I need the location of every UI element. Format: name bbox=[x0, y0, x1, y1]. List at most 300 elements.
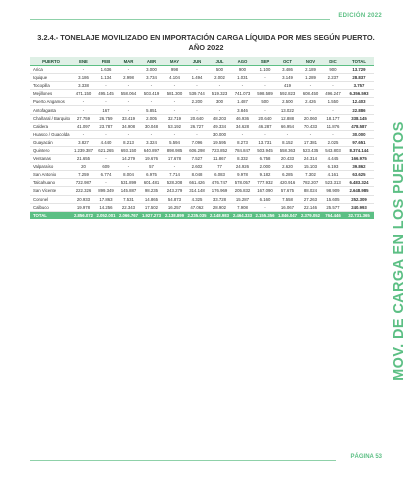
table-cell: 8.004 bbox=[117, 171, 140, 179]
table-cell: 17.863 bbox=[95, 195, 117, 203]
table-cell: - bbox=[117, 106, 140, 114]
table-cell: 606.298 bbox=[186, 146, 208, 154]
table-cell: 2.025 bbox=[322, 138, 344, 146]
table-cell: 30.048 bbox=[140, 122, 163, 130]
table-cell: 1.031 bbox=[231, 74, 254, 82]
table-cell: 8.374.144 bbox=[344, 146, 374, 154]
table-cell: 5.594 bbox=[163, 138, 186, 146]
table-cell: 503.419 bbox=[140, 90, 163, 98]
table-cell: 899.349 bbox=[95, 187, 117, 195]
table-cell: 16.257 bbox=[163, 203, 186, 211]
table-row bbox=[30, 155, 374, 163]
table-cell: 3.827 bbox=[72, 138, 95, 146]
column-header-oct: OCT bbox=[276, 57, 299, 66]
table-cell: 2.620 bbox=[276, 163, 299, 171]
table-cell: 17.502 bbox=[140, 203, 163, 211]
table-cell: 14.256 bbox=[95, 203, 117, 211]
table-cell: 7.302 bbox=[299, 171, 322, 179]
table-cell: 14.865 bbox=[140, 195, 163, 203]
table-cell: 1.487 bbox=[231, 98, 254, 106]
table-cell: 640.897 bbox=[140, 146, 163, 154]
table-cell: 252.309 bbox=[344, 195, 374, 203]
table-cell: - bbox=[95, 155, 117, 163]
table-cell: - bbox=[117, 66, 140, 74]
column-header-may: MAY bbox=[163, 57, 186, 66]
table-row bbox=[30, 195, 374, 203]
table-cell: 4.161 bbox=[322, 171, 344, 179]
table-row bbox=[30, 114, 374, 122]
table-cell: 7.908 bbox=[231, 203, 254, 211]
table-cell: 54.873 bbox=[163, 195, 186, 203]
table-row bbox=[30, 203, 374, 211]
table-cell: 23.787 bbox=[95, 122, 117, 130]
table-cell: 13.022 bbox=[276, 106, 299, 114]
table-cell: 314.148 bbox=[186, 187, 208, 195]
table-cell: 49.334 bbox=[208, 122, 231, 130]
table-cell: - bbox=[208, 82, 231, 90]
column-header-mar: MAR bbox=[117, 57, 140, 66]
total-cell: 764.446 bbox=[322, 211, 344, 219]
table-cell: - bbox=[72, 98, 95, 106]
table-cell: 8.152 bbox=[276, 138, 299, 146]
table-cell: 53.192 bbox=[163, 122, 186, 130]
table-cell: 1.636 bbox=[95, 66, 117, 74]
table-cell: 1.494 bbox=[186, 74, 208, 82]
table-cell: 26.759 bbox=[95, 114, 117, 122]
port-name-cell: Ventanas bbox=[30, 155, 72, 163]
table-cell: 19.595 bbox=[208, 138, 231, 146]
table-cell: - bbox=[163, 130, 186, 138]
table-cell: 2.002 bbox=[208, 74, 231, 82]
table-cell: 24.926 bbox=[231, 163, 254, 171]
table-cell: 8.332 bbox=[231, 155, 254, 163]
total-cell: 2.856.072 bbox=[73, 212, 94, 218]
port-name-cell: Coronel bbox=[30, 195, 72, 203]
table-cell: 2.189 bbox=[299, 66, 322, 74]
table-cell: - bbox=[254, 82, 276, 90]
table-cell: - bbox=[117, 82, 140, 90]
table-cell: 48.203 bbox=[208, 114, 231, 122]
table-cell: 6.083 bbox=[208, 171, 231, 179]
table-cell: 39.862 bbox=[344, 163, 374, 171]
table-cell: 11.876 bbox=[322, 122, 344, 130]
table-cell: - bbox=[299, 82, 322, 90]
table-cell: 33.728 bbox=[208, 195, 231, 203]
table-row bbox=[30, 90, 374, 98]
table-cell: 3.846 bbox=[231, 106, 254, 114]
table-cell: 2.000 bbox=[254, 163, 276, 171]
table-cell: 57 bbox=[140, 163, 163, 171]
table-cell: 20.433 bbox=[276, 155, 299, 163]
port-name-cell: Guayacán bbox=[30, 138, 72, 146]
table-cell: 167.090 bbox=[254, 187, 276, 195]
table-cell: 176.969 bbox=[208, 187, 231, 195]
table-cell: 70.433 bbox=[299, 122, 322, 130]
table-cell: 63.625 bbox=[344, 171, 374, 179]
total-cell: 2.379.052 bbox=[300, 212, 321, 218]
column-header-jul: JUL bbox=[208, 57, 231, 66]
table-cell: 531.899 bbox=[117, 179, 140, 187]
table-cell: - bbox=[163, 163, 186, 171]
table-cell: 28.837 bbox=[344, 74, 374, 82]
table-cell: - bbox=[140, 98, 163, 106]
table-cell: 167 bbox=[95, 106, 117, 114]
table-cell: - bbox=[254, 106, 276, 114]
table-cell: 6.758 bbox=[254, 155, 276, 163]
table-cell: 20.060 bbox=[299, 114, 322, 122]
table-cell: 77 bbox=[208, 163, 231, 171]
table-cell: 41.097 bbox=[72, 122, 95, 130]
table-cell: 528.208 bbox=[163, 179, 186, 187]
table-cell: 28.902 bbox=[208, 203, 231, 211]
port-name-cell: Chañaral / Barquito bbox=[30, 114, 72, 122]
table-cell: - bbox=[140, 130, 163, 138]
table-row bbox=[30, 66, 374, 74]
table-cell: 539.744 bbox=[186, 90, 208, 98]
total-cell: 1.846.047 bbox=[277, 212, 298, 218]
table-cell: 523.435 bbox=[299, 146, 322, 154]
table-cell: 20.640 bbox=[254, 114, 276, 122]
table-cell: 9.182 bbox=[254, 171, 276, 179]
table-cell: 3.734 bbox=[140, 74, 163, 82]
total-cell: 2.155.356 bbox=[255, 212, 275, 218]
table-cell: 22.146 bbox=[299, 203, 322, 211]
table-cell: 2.426 bbox=[299, 98, 322, 106]
table-cell: 558.363 bbox=[276, 146, 299, 154]
table-cell: 300 bbox=[208, 98, 231, 106]
table-cell: 15.605 bbox=[322, 195, 344, 203]
total-label-cell: TOTAL bbox=[30, 211, 72, 219]
table-cell: 3.757 bbox=[344, 82, 374, 90]
table-cell: - bbox=[95, 98, 117, 106]
table-cell: 24.314 bbox=[299, 155, 322, 163]
table-cell: 15.287 bbox=[231, 195, 254, 203]
table-row bbox=[30, 187, 374, 195]
table-row bbox=[30, 74, 374, 82]
table-cell: 3.324 bbox=[140, 138, 163, 146]
column-header-port: PUERTO bbox=[30, 57, 72, 66]
table-cell: 97.651 bbox=[344, 138, 374, 146]
table-cell: 338.145 bbox=[344, 114, 374, 122]
table-cell: - bbox=[254, 74, 276, 82]
table-cell: 8.048 bbox=[186, 171, 208, 179]
table-cell: 30.000 bbox=[208, 130, 231, 138]
table-cell: 2.648.985 bbox=[344, 187, 374, 195]
table-cell: - bbox=[72, 106, 95, 114]
table-cell: 20.933 bbox=[72, 195, 95, 203]
table-cell: 3.486 bbox=[276, 66, 299, 74]
table-cell: 2.998 bbox=[117, 74, 140, 82]
total-cell: 2.066.767 bbox=[118, 212, 139, 218]
table-row bbox=[30, 98, 374, 106]
total-cell: 2.052.001 bbox=[96, 212, 116, 218]
table-cell: 12.888 bbox=[276, 114, 299, 122]
table-cell: 601.481 bbox=[140, 179, 163, 187]
table-row bbox=[30, 163, 374, 171]
table-cell: 2.602 bbox=[186, 163, 208, 171]
table-cell: 7.527 bbox=[186, 155, 208, 163]
side-title-text: MOV. DE CARGA EN LOS PUERTOS bbox=[391, 121, 407, 381]
column-header-dic: DIC bbox=[322, 57, 344, 66]
table-header bbox=[30, 57, 374, 66]
table-cell: 66.954 bbox=[276, 122, 299, 130]
table-cell: - bbox=[299, 130, 322, 138]
table-cell: 7.096 bbox=[186, 138, 208, 146]
total-row bbox=[30, 211, 374, 219]
table-cell: 46.287 bbox=[254, 122, 276, 130]
table-cell: 1.100 bbox=[254, 66, 276, 74]
table-cell: 34.628 bbox=[231, 122, 254, 130]
table-cell: 21.655 bbox=[72, 155, 95, 163]
column-header-ene: ENE bbox=[72, 57, 95, 66]
total-cell: 32.731.365 bbox=[344, 211, 374, 219]
table-cell: 7.714 bbox=[163, 171, 186, 179]
table-row bbox=[30, 179, 374, 187]
table-cell: 25.577 bbox=[322, 203, 344, 211]
table-cell: - bbox=[254, 203, 276, 211]
port-name-cell: Calbuco bbox=[30, 203, 72, 211]
table-cell: 503.945 bbox=[254, 146, 276, 154]
column-header-jun: JUN bbox=[186, 57, 208, 66]
total-cell: 2.235.035 bbox=[187, 212, 207, 218]
table-title bbox=[30, 33, 382, 52]
table-cell: 98.235 bbox=[140, 187, 163, 195]
table-cell: 27.263 bbox=[299, 195, 322, 203]
table-cell: 88.024 bbox=[299, 187, 322, 195]
table-cell: 12.403 bbox=[344, 98, 374, 106]
table-cell: - bbox=[117, 163, 140, 171]
table-body bbox=[30, 66, 374, 219]
table-cell: 598.589 bbox=[254, 90, 276, 98]
table-cell: 205.832 bbox=[231, 187, 254, 195]
port-name-cell: Iquique bbox=[30, 74, 72, 82]
table-cell: 2.200 bbox=[186, 98, 208, 106]
table-cell: 3.000 bbox=[140, 66, 163, 74]
table-cell: 22.343 bbox=[117, 203, 140, 211]
table-cell: 13.731 bbox=[254, 138, 276, 146]
table-cell: 9.978 bbox=[231, 171, 254, 179]
table-cell: - bbox=[254, 130, 276, 138]
table-cell: - bbox=[322, 106, 344, 114]
table-cell: 1.289 bbox=[299, 74, 322, 82]
port-name-cell: Talcahuano bbox=[30, 179, 72, 187]
table-cell: 3.338 bbox=[72, 82, 95, 90]
table-cell: - bbox=[208, 106, 231, 114]
port-name-cell: Puerto Angamos bbox=[30, 98, 72, 106]
table-cell: 11.867 bbox=[208, 155, 231, 163]
table-cell: - bbox=[72, 66, 95, 74]
table-cell: 581.300 bbox=[163, 90, 186, 98]
table-cell: 478.587 bbox=[344, 122, 374, 130]
table-cell: 608.450 bbox=[299, 90, 322, 98]
table-cell: 1.239.387 bbox=[73, 147, 94, 153]
table-cell: 6.193 bbox=[322, 163, 344, 171]
table-cell: 500 bbox=[254, 98, 276, 106]
table-cell: 98.909 bbox=[322, 187, 344, 195]
column-header-abr: ABR bbox=[140, 57, 163, 66]
table-cell: 33.419 bbox=[117, 114, 140, 122]
total-cell: 2.148.983 bbox=[209, 212, 230, 218]
table-cell: 621.265 bbox=[95, 146, 117, 154]
table-row bbox=[30, 82, 374, 90]
table-header-row bbox=[30, 57, 374, 66]
table-cell: 7.558 bbox=[276, 195, 299, 203]
table-cell: 2.005 bbox=[140, 114, 163, 122]
table-cell: 6.975 bbox=[140, 171, 163, 179]
table-cell: 900 bbox=[322, 66, 344, 74]
page-number: PÁGINA 53 bbox=[350, 454, 382, 460]
table-cell: 6.285 bbox=[276, 171, 299, 179]
table-cell: 543.803 bbox=[322, 146, 344, 154]
column-header-total: TOTAL bbox=[344, 57, 374, 66]
table-cell: - bbox=[95, 82, 117, 90]
table-cell: - bbox=[186, 106, 208, 114]
table-cell: 1.550 bbox=[322, 98, 344, 106]
table-cell: 240.993 bbox=[344, 203, 374, 211]
table-cell: 592.823 bbox=[276, 90, 299, 98]
table-cell: - bbox=[276, 130, 299, 138]
table-row bbox=[30, 130, 374, 138]
port-name-cell: San Vicente bbox=[30, 187, 72, 195]
table-cell: - bbox=[231, 82, 254, 90]
table-cell: - bbox=[186, 130, 208, 138]
table-cell: 15.103 bbox=[299, 163, 322, 171]
table-cell: 18.177 bbox=[322, 114, 344, 122]
table-row bbox=[30, 171, 374, 179]
table-cell: 17.381 bbox=[299, 138, 322, 146]
table-cell: - bbox=[322, 82, 344, 90]
port-name-cell: Caldera bbox=[30, 122, 72, 130]
table-cell: 34.908 bbox=[117, 122, 140, 130]
table-cell: 496.247 bbox=[322, 90, 344, 98]
port-name-cell: Quintero bbox=[30, 146, 72, 154]
table-cell: 19.676 bbox=[140, 155, 163, 163]
table-cell: 500 bbox=[208, 66, 231, 74]
port-name-cell: Huasco / Guacolda bbox=[30, 130, 72, 138]
header-rule bbox=[30, 19, 330, 20]
table-cell: 722.987 bbox=[72, 179, 95, 187]
port-name-cell: Tocopilla bbox=[30, 82, 72, 90]
table-cell: 609 bbox=[95, 163, 117, 171]
table-cell: 5.851 bbox=[140, 106, 163, 114]
table-cell: 741.073 bbox=[231, 90, 254, 98]
edition-label: EDICIÓN 2022 bbox=[338, 13, 382, 19]
table-cell: 30.000 bbox=[344, 130, 374, 138]
table-cell: - bbox=[163, 98, 186, 106]
tonnage-table bbox=[30, 57, 374, 219]
total-cell: 2.464.333 bbox=[232, 212, 253, 218]
table-cell: - bbox=[163, 106, 186, 114]
table-cell: 777.932 bbox=[254, 179, 276, 187]
table-cell: 723.852 bbox=[208, 146, 231, 154]
table-cell: 222.326 bbox=[72, 187, 95, 195]
table-cell: - bbox=[186, 82, 208, 90]
table-cell: 6.774 bbox=[95, 171, 117, 179]
table-cell: 32.719 bbox=[163, 114, 186, 122]
table-cell: 47.062 bbox=[186, 203, 208, 211]
tonnage-table-container bbox=[30, 57, 374, 219]
column-header-ago: AGO bbox=[231, 57, 254, 66]
table-cell: 578.057 bbox=[231, 179, 254, 187]
section-side-title bbox=[388, 66, 410, 436]
table-cell: 57.675 bbox=[276, 187, 299, 195]
table-cell: - bbox=[163, 82, 186, 90]
total-cell: 2.138.899 bbox=[164, 212, 185, 218]
table-cell: 17.678 bbox=[163, 155, 186, 163]
column-header-sep: SEP bbox=[254, 57, 276, 66]
table-cell: - bbox=[231, 130, 254, 138]
table-cell: 495.145 bbox=[95, 90, 117, 98]
table-row bbox=[30, 122, 374, 130]
table-cell: 3.149 bbox=[276, 74, 299, 82]
table-cell: 471.150 bbox=[72, 90, 95, 98]
table-cell: 243.279 bbox=[163, 187, 186, 195]
table-cell: 693.150 bbox=[117, 146, 140, 154]
table-cell: 26.727 bbox=[186, 122, 208, 130]
port-name-cell: San Antonio bbox=[30, 171, 72, 179]
table-cell: 3.186 bbox=[72, 74, 95, 82]
table-cell: 419 bbox=[276, 82, 299, 90]
table-cell: 782.207 bbox=[299, 179, 322, 187]
table-cell: - bbox=[117, 98, 140, 106]
table-title-line1: 3.2.4.- TONELAJE MOVILIZADO EN IMPORTACIÓN CARGA LÍQUIDA POR MES SEGÚN PUERTO. bbox=[37, 33, 375, 42]
table-cell: 20.640 bbox=[186, 114, 208, 122]
port-name-cell: Mejillones bbox=[30, 90, 72, 98]
table-cell: 523.313 bbox=[322, 179, 344, 187]
table-cell: 6.483.324 bbox=[344, 179, 374, 187]
table-cell: 4.325 bbox=[186, 195, 208, 203]
table-cell: 420.916 bbox=[276, 179, 299, 187]
table-cell: 6.356.593 bbox=[344, 90, 374, 98]
table-cell: 7.531 bbox=[117, 195, 140, 203]
table-cell: 14.279 bbox=[117, 155, 140, 163]
table-cell: 8.213 bbox=[117, 138, 140, 146]
table-cell: 46.936 bbox=[231, 114, 254, 122]
port-name-cell: Antofagasta bbox=[30, 106, 72, 114]
table-cell: 4.440 bbox=[95, 138, 117, 146]
table-cell: - bbox=[322, 130, 344, 138]
table-cell: 476.747 bbox=[208, 179, 231, 187]
table-cell: - bbox=[72, 130, 95, 138]
table-cell: - bbox=[140, 82, 163, 90]
table-cell: - bbox=[95, 130, 117, 138]
table-cell: - bbox=[117, 130, 140, 138]
table-cell: 661.426 bbox=[186, 179, 208, 187]
table-cell: - bbox=[299, 106, 322, 114]
edition-header bbox=[30, 13, 382, 25]
table-cell: 998 bbox=[163, 66, 186, 74]
table-cell: 27.759 bbox=[72, 114, 95, 122]
table-cell: 20 bbox=[72, 163, 95, 171]
table-row bbox=[30, 106, 374, 114]
table-cell: 16.067 bbox=[276, 203, 299, 211]
table-cell: 6.160 bbox=[254, 195, 276, 203]
table-cell: 19.978 bbox=[72, 203, 95, 211]
table-cell: 558.064 bbox=[117, 90, 140, 98]
port-name-cell: Arica bbox=[30, 66, 72, 74]
table-cell: 8.273 bbox=[231, 138, 254, 146]
footer-rule bbox=[30, 460, 336, 461]
table-cell: 784.847 bbox=[231, 146, 254, 154]
page-footer bbox=[30, 454, 382, 466]
table-cell: 4.104 bbox=[163, 74, 186, 82]
table-cell: 1.134 bbox=[95, 74, 117, 82]
table-cell: - bbox=[186, 66, 208, 74]
table-row bbox=[30, 146, 374, 154]
table-cell: 2.500 bbox=[276, 98, 299, 106]
table-cell: 7.259 bbox=[72, 171, 95, 179]
column-header-feb: FEB bbox=[95, 57, 117, 66]
